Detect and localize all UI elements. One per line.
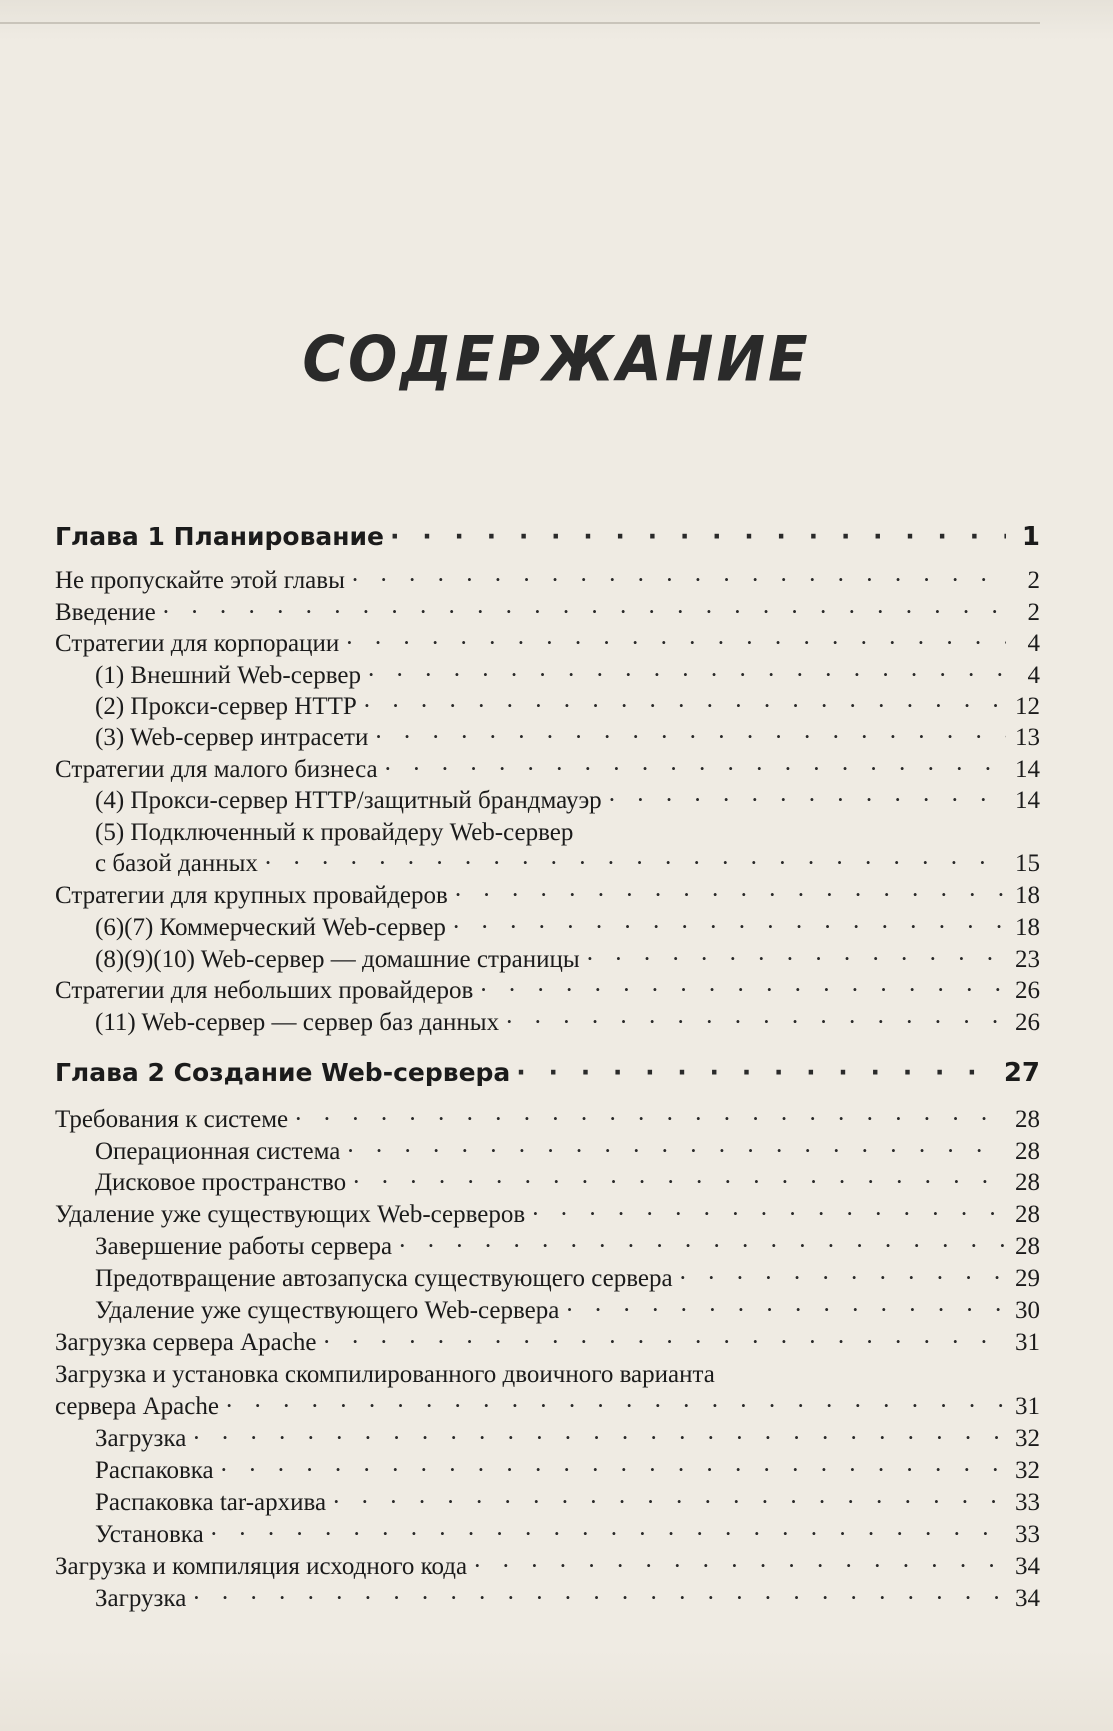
toc-page-number: 14 (1015, 787, 1040, 814)
toc-label: (4) Прокси-сервер HTTP/защитный брандмауэр (95, 787, 602, 814)
toc-subentry[interactable] (95, 661, 1040, 691)
toc-label: Завершение работы сервера (95, 1233, 393, 1260)
toc-label: Установка (95, 1521, 204, 1548)
toc-subentry[interactable] (95, 1488, 1040, 1518)
toc-subentry[interactable] (95, 945, 1040, 975)
toc-subentry[interactable] (95, 1584, 1040, 1614)
toc-label: Стратегии для крупных провайдеров (55, 882, 448, 909)
toc-subentry[interactable] (95, 1520, 1040, 1550)
toc-page-number: 30 (1015, 1297, 1040, 1324)
toc-label: Стратегии для малого бизнеса (55, 756, 378, 783)
toc-page-number: 34 (1015, 1553, 1040, 1580)
toc-label: с базой данных (95, 850, 258, 877)
toc-entry[interactable] (55, 1105, 1040, 1135)
leader-dots (332, 1488, 1006, 1518)
toc-subentry[interactable] (95, 913, 1040, 943)
toc-page-number: 28 (1015, 1106, 1040, 1133)
leader-dots (454, 881, 1006, 911)
toc-label: Загрузка сервера Apache (55, 1329, 317, 1356)
leader-dots (505, 1008, 1006, 1038)
toc-page-number: 12 (1015, 693, 1040, 720)
leader-dots (322, 1328, 1006, 1358)
toc-label: Загрузка (95, 1425, 187, 1452)
toc-label: Распаковка (95, 1457, 214, 1484)
toc-subentry[interactable] (95, 786, 1040, 816)
toc-page-number: 33 (1015, 1521, 1040, 1548)
toc-entry[interactable] (55, 598, 1040, 628)
toc-subentry[interactable] (95, 1296, 1040, 1326)
toc-label: (2) Прокси-сервер HTTP (95, 693, 357, 720)
toc-page-number: 4 (1027, 630, 1040, 657)
toc-page-number: 29 (1015, 1265, 1040, 1292)
toc-label: Стратегии для небольших провайдеров (55, 977, 474, 1004)
toc-label: Глава 1 Планирование (55, 522, 385, 551)
toc-label: Загрузка и компиляция исходного кода (55, 1553, 468, 1580)
toc-page-number: 28 (1015, 1169, 1040, 1196)
leader-dots (192, 1584, 1006, 1614)
toc-subentry[interactable] (95, 1168, 1040, 1198)
toc-entry[interactable] (55, 976, 1040, 1006)
toc-label: Операционная система (95, 1138, 341, 1165)
toc-page-number: 13 (1015, 724, 1040, 751)
leader-dots (220, 1456, 1006, 1486)
leader-dots (384, 755, 1006, 785)
toc-chapter[interactable] (55, 1058, 1040, 1088)
leader-dots (345, 629, 1006, 659)
toc-page-number: 32 (1015, 1425, 1040, 1452)
toc-entry[interactable] (55, 629, 1040, 659)
toc-label: Распаковка tar-архива (95, 1489, 327, 1516)
leader-dots (398, 1232, 1006, 1262)
toc-page-number: 14 (1015, 756, 1040, 783)
leader-dots (225, 1392, 1006, 1422)
leader-dots (363, 692, 1006, 722)
toc-page-number: 15 (1015, 850, 1040, 877)
toc-entry[interactable] (55, 566, 1040, 596)
toc-entry[interactable] (55, 1200, 1040, 1230)
toc-label: (11) Web-сервер — сервер баз данных (95, 1009, 500, 1036)
toc-label: Удаление уже существующего Web-сервера (95, 1297, 560, 1324)
leader-dots (294, 1105, 1006, 1135)
leader-dots (473, 1552, 1006, 1582)
toc-page-number: 31 (1015, 1329, 1040, 1356)
leader-dots (352, 1168, 1006, 1198)
leader-dots (192, 1424, 1006, 1454)
toc-page-number: 2 (1027, 599, 1040, 626)
toc-page-number: 31 (1015, 1393, 1040, 1420)
toc-subentry[interactable] (95, 1137, 1040, 1167)
toc-label: (8)(9)(10) Web-сервер — домашние страницы (95, 946, 580, 973)
toc-subentry[interactable] (95, 849, 1040, 879)
leader-dots (374, 723, 1006, 753)
toc-page-number: 26 (1015, 1009, 1040, 1036)
toc-page-number: 27 (1003, 1058, 1040, 1088)
toc-subentry[interactable] (95, 1232, 1040, 1262)
leader-dots (367, 661, 1006, 691)
leader-dots (586, 945, 1006, 975)
leader-dots (210, 1520, 1006, 1550)
toc-label: Не пропускайте этой главы (55, 567, 345, 594)
toc-label: Глава 2 Создание Web-сервера (55, 1058, 511, 1087)
leader-dots (531, 1200, 1006, 1230)
toc-subentry-first-line[interactable]: (5) Подключенный к провайдеру Web-сервер (95, 819, 574, 846)
leader-dots (679, 1264, 1006, 1294)
leader-dots (390, 522, 1006, 552)
toc-label: (3) Web-сервер интрасети (95, 724, 369, 751)
toc-page-number: 28 (1015, 1201, 1040, 1228)
toc-label: Предотвращение автозапуска существующего сервера (95, 1265, 673, 1292)
toc-entry[interactable] (55, 881, 1040, 911)
toc-entry[interactable] (55, 755, 1040, 785)
toc-page-number: 1 (1021, 522, 1040, 552)
toc-subentry[interactable] (95, 1456, 1040, 1486)
toc-entry-first-line[interactable]: Загрузка и установка скомпилированного двоичного варианта (55, 1361, 715, 1388)
toc-label: Введение (55, 599, 156, 626)
leader-dots (479, 976, 1006, 1006)
toc-label: сервера Apache (55, 1393, 219, 1420)
toc-page-number: 18 (1015, 882, 1040, 909)
toc-subentry[interactable] (95, 1008, 1040, 1038)
toc-label: (6)(7) Коммерческий Web-сервер (95, 914, 446, 941)
toc-label: Удаление уже существующих Web-серверов (55, 1201, 526, 1228)
toc-page-number: 33 (1015, 1489, 1040, 1516)
toc-entry[interactable] (55, 1552, 1040, 1582)
leader-dots (162, 598, 1006, 628)
toc-label: Загрузка (95, 1585, 187, 1612)
toc-label: Требования к системе (55, 1106, 289, 1133)
page-title: СОДЕРЖАНИЕ (302, 322, 811, 396)
toc-page-number: 2 (1027, 567, 1040, 594)
toc-page-number: 28 (1015, 1233, 1040, 1260)
leader-dots (264, 849, 1006, 879)
leader-dots (565, 1296, 1006, 1326)
toc-entry[interactable] (55, 1328, 1040, 1358)
toc-label: Дисковое пространство (95, 1169, 347, 1196)
leader-dots (346, 1137, 1006, 1167)
toc-subentry[interactable] (95, 1264, 1040, 1294)
toc-label: (1) Внешний Web-сервер (95, 662, 361, 689)
toc-page-number: 32 (1015, 1457, 1040, 1484)
leader-dots (516, 1058, 998, 1088)
toc-page-number: 23 (1015, 946, 1040, 973)
toc-page-number: 28 (1015, 1138, 1040, 1165)
toc-subentry[interactable] (95, 692, 1040, 722)
toc-page-number: 34 (1015, 1585, 1040, 1612)
toc-page-number: 26 (1015, 977, 1040, 1004)
toc-subentry[interactable] (95, 723, 1040, 753)
toc-entry[interactable] (55, 1392, 1040, 1422)
leader-dots (351, 566, 1006, 596)
toc-page-number: 18 (1015, 914, 1040, 941)
leader-dots (608, 786, 1006, 816)
toc-label: Стратегии для корпорации (55, 630, 340, 657)
toc-page-number: 4 (1027, 662, 1040, 689)
toc-subentry[interactable] (95, 1424, 1040, 1454)
toc-chapter[interactable] (55, 522, 1040, 552)
leader-dots (452, 913, 1006, 943)
